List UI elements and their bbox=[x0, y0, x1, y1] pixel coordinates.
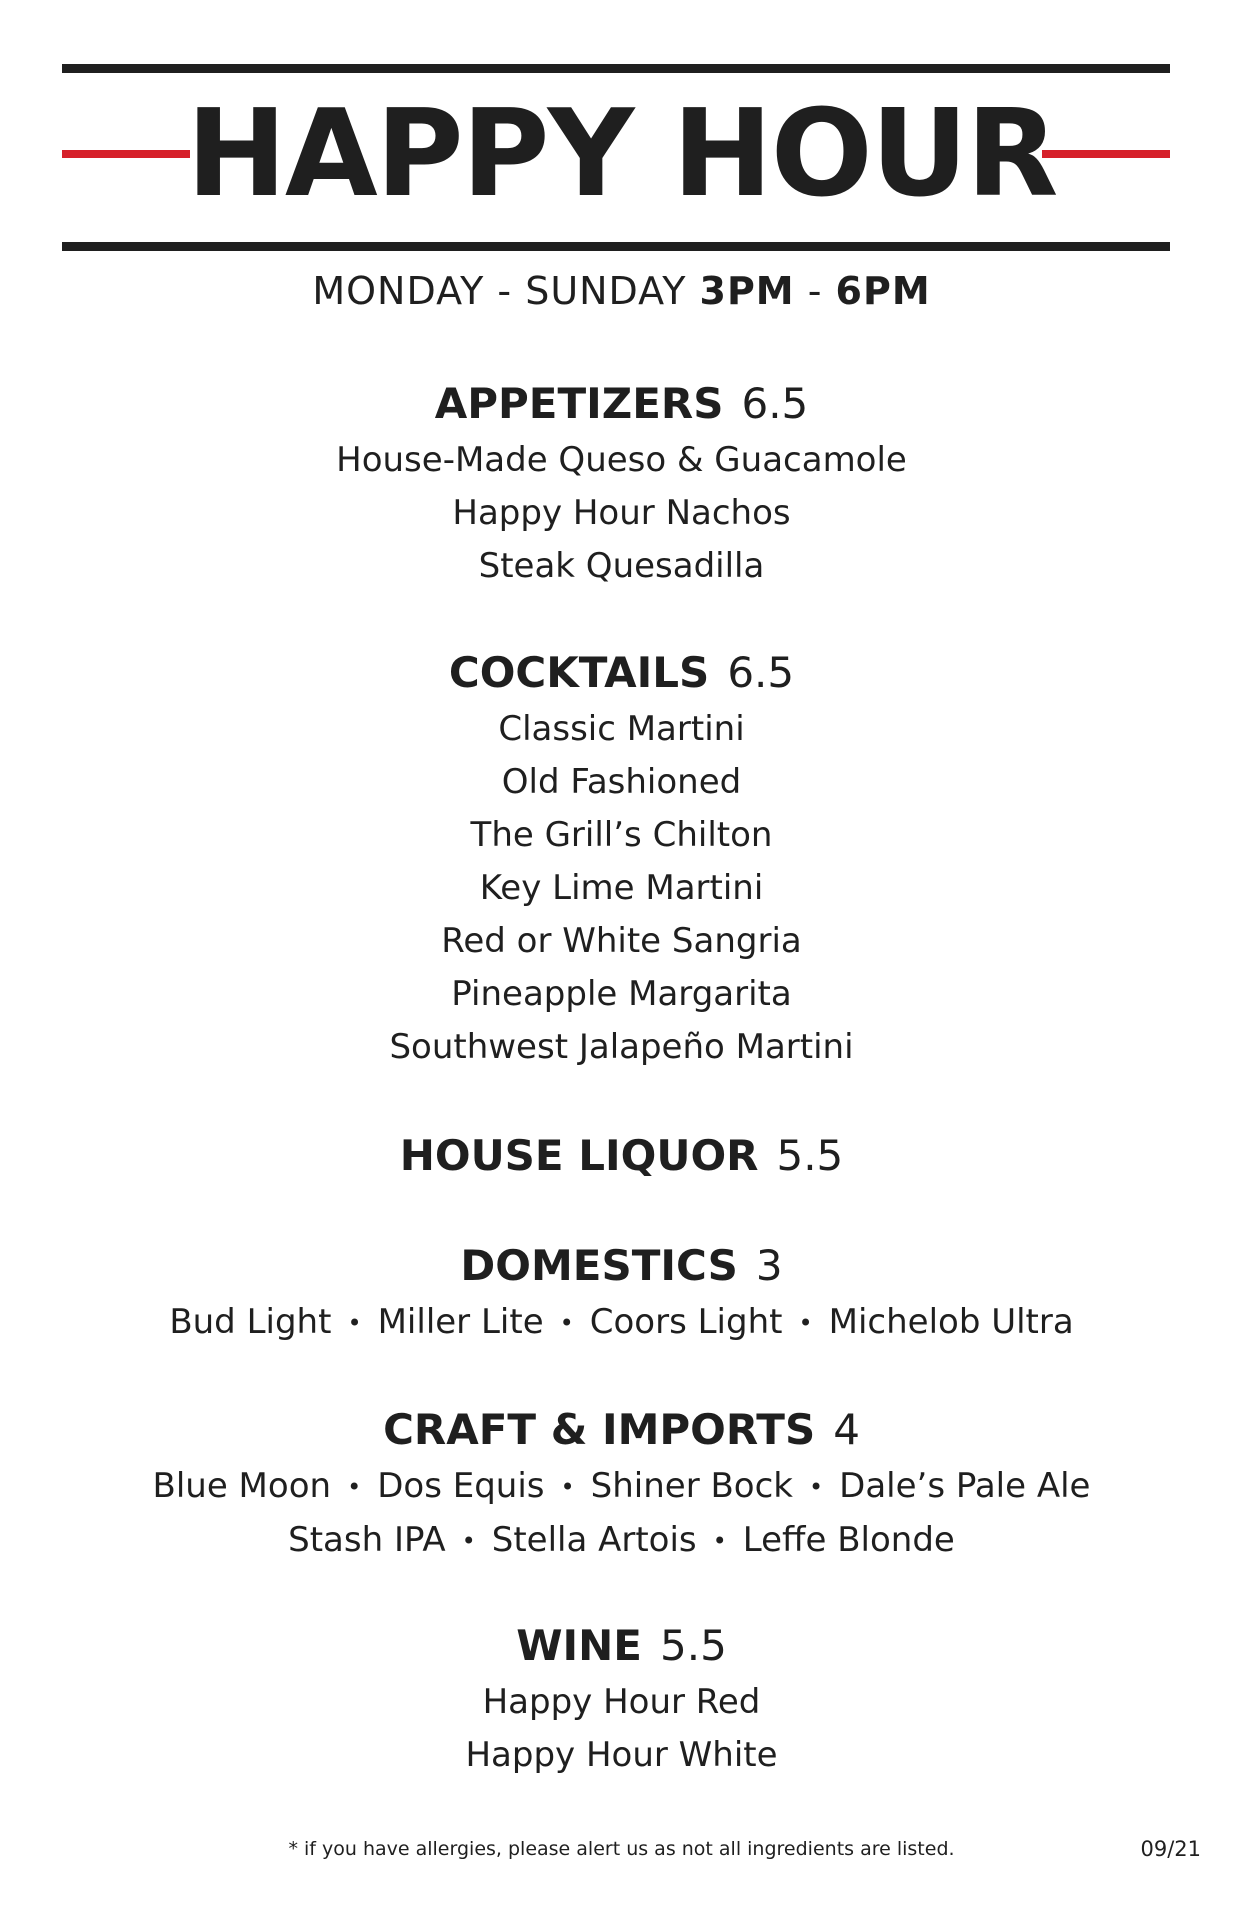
page-title: HAPPY HOUR bbox=[186, 85, 1057, 224]
section-name: HOUSE LIQUOR bbox=[399, 1131, 759, 1180]
menu-item: House-Made Queso & Guacamole bbox=[336, 440, 907, 480]
separator-dot: • bbox=[347, 1473, 362, 1501]
beer-item: Bud Light bbox=[169, 1302, 332, 1342]
section-price: 6.5 bbox=[741, 379, 809, 428]
menu-item: Happy Hour Red bbox=[482, 1682, 761, 1722]
beer-item: Blue Moon bbox=[152, 1466, 332, 1506]
bottom-rule bbox=[62, 242, 1170, 251]
section-heading bbox=[0, 1618, 1243, 1674]
section-price: 6.5 bbox=[727, 648, 795, 697]
menu-item: Happy Hour White bbox=[465, 1735, 778, 1775]
section-heading bbox=[0, 376, 1243, 432]
separator-dot: • bbox=[347, 1309, 362, 1337]
menu-item: Red or White Sangria bbox=[441, 921, 802, 961]
hours-line bbox=[0, 266, 1243, 316]
section-heading bbox=[0, 1402, 1243, 1458]
top-rule bbox=[62, 64, 1170, 73]
beer-item: Dale’s Pale Ale bbox=[839, 1466, 1091, 1506]
separator-dot: • bbox=[560, 1473, 575, 1501]
section-name: DOMESTICS bbox=[460, 1241, 738, 1290]
menu-item: The Grill’s Chilton bbox=[470, 815, 773, 855]
section-wine bbox=[0, 1618, 1243, 1782]
beer-row bbox=[0, 1460, 1243, 1514]
section-name: CRAFT & IMPORTS bbox=[383, 1405, 816, 1454]
section-name: COCKTAILS bbox=[448, 648, 710, 697]
beer-row bbox=[0, 1296, 1243, 1350]
section-heading bbox=[0, 1238, 1243, 1294]
section-cocktails bbox=[0, 645, 1243, 1074]
menu-item: Old Fashioned bbox=[501, 762, 742, 802]
separator-dot: • bbox=[461, 1527, 476, 1555]
section-craft-imports bbox=[0, 1402, 1243, 1568]
section-appetizers bbox=[0, 376, 1243, 593]
section-price: 5.5 bbox=[776, 1131, 844, 1180]
hours-dash: - bbox=[807, 269, 823, 313]
menu-date: 09/21 bbox=[1140, 1837, 1201, 1861]
beer-item: Dos Equis bbox=[377, 1466, 545, 1506]
separator-dot: • bbox=[559, 1309, 574, 1337]
beer-item: Coors Light bbox=[589, 1302, 783, 1342]
section-price: 4 bbox=[833, 1405, 860, 1454]
menu-item: Classic Martini bbox=[498, 709, 745, 749]
menu-item: Southwest Jalapeño Martini bbox=[389, 1027, 854, 1067]
allergy-note: * if you have allergies, please alert us as not all ingredients are listed. bbox=[288, 1838, 955, 1860]
section-name: WINE bbox=[516, 1621, 642, 1670]
beer-item: Leffe Blonde bbox=[742, 1520, 955, 1560]
section-name: APPETIZERS bbox=[434, 379, 724, 428]
beer-item: Stash IPA bbox=[288, 1520, 446, 1560]
section-house-liquor bbox=[0, 1128, 1243, 1186]
beer-row bbox=[0, 1514, 1243, 1568]
hours-days: MONDAY - SUNDAY bbox=[312, 269, 687, 313]
beer-item: Shiner Bock bbox=[590, 1466, 793, 1506]
beer-item: Michelob Ultra bbox=[828, 1302, 1074, 1342]
separator-dot: • bbox=[809, 1473, 824, 1501]
hours-start: 3PM bbox=[699, 269, 795, 313]
section-heading bbox=[0, 1128, 1243, 1184]
beer-item: Stella Artois bbox=[491, 1520, 697, 1560]
menu-item: Steak Quesadilla bbox=[478, 546, 765, 586]
section-price: 5.5 bbox=[660, 1621, 727, 1670]
separator-dot: • bbox=[712, 1527, 727, 1555]
separator-dot: • bbox=[798, 1309, 813, 1337]
menu-item: Key Lime Martini bbox=[479, 868, 764, 908]
section-heading bbox=[0, 645, 1243, 701]
section-domestics bbox=[0, 1238, 1243, 1350]
menu-item: Happy Hour Nachos bbox=[452, 493, 791, 533]
beer-item: Miller Lite bbox=[377, 1302, 544, 1342]
menu-item: Pineapple Margarita bbox=[451, 974, 792, 1014]
section-price: 3 bbox=[755, 1241, 783, 1290]
hours-end: 6PM bbox=[835, 269, 931, 313]
